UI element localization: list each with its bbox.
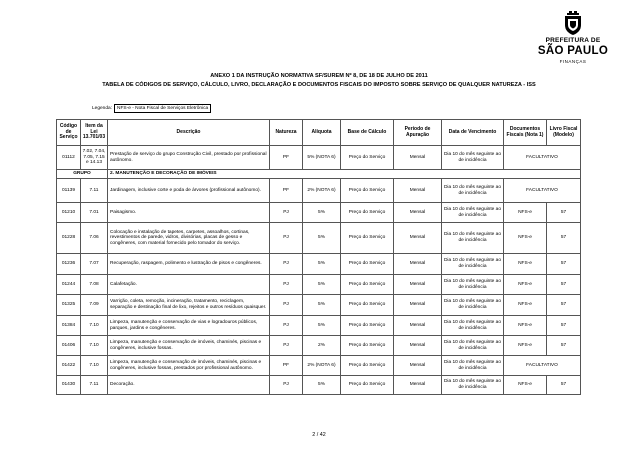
col-header-description: Descrição [108, 120, 270, 146]
cell-nature: PF [270, 146, 303, 170]
cell-base: Preço do Serviço [341, 295, 394, 316]
cell-item: 7.01 [81, 203, 108, 223]
cell-description: Varrição, coleta, remoção, incineração, tratamento, reciclagem, separação e destinação final de lixo, rejeitos e outros resíduos quaisquer. [108, 295, 270, 316]
cell-nature: PJ [270, 275, 303, 295]
cell-rate: 2% [303, 336, 341, 356]
cell-fiscal-book: 57 [547, 336, 581, 356]
table-header-row [57, 120, 581, 146]
col-header-code: Código de Serviço [57, 120, 81, 146]
cell-base: Preço do Serviço [341, 316, 394, 336]
cell-code: 01228 [57, 223, 81, 254]
cell-period: Mensal [394, 146, 442, 170]
cell-code: 01406 [57, 336, 81, 356]
cell-period: Mensal [394, 254, 442, 275]
cell-code: 01236 [57, 254, 81, 275]
table-row [57, 336, 581, 356]
cell-fiscal-book: 57 [547, 295, 581, 316]
cell-base: Preço do Serviço [341, 223, 394, 254]
cell-code: 01244 [57, 275, 81, 295]
cell-base: Preço do Serviço [341, 146, 394, 170]
cell-due-date: Dia 10 do mês seguinte ao de incidência [442, 336, 504, 356]
cell-description: Limpeza, manutenção e conservação de vias e logradouros públicos, parques, jardins e congêneres. [108, 316, 270, 336]
cell-fiscal-docs: NFS-e [504, 223, 547, 254]
cell-rate: 5% [303, 295, 341, 316]
table-row [57, 316, 581, 336]
cell-fiscal-docs-book: FACULTATIVO [504, 146, 581, 170]
cell-period: Mensal [394, 316, 442, 336]
logo-line-prefeitura: PREFEITURA DE [545, 37, 601, 44]
cell-nature: PJ [270, 376, 303, 395]
group-row [57, 170, 581, 179]
table-row [57, 223, 581, 254]
col-header-rate: Alíquota [303, 120, 341, 146]
city-crest-icon [562, 10, 584, 36]
cell-base: Preço do Serviço [341, 203, 394, 223]
cell-base: Preço do Serviço [341, 376, 394, 395]
col-header-due-date: Data de Vencimento [442, 120, 504, 146]
cell-nature: PJ [270, 254, 303, 275]
table-row [57, 275, 581, 295]
table-row [57, 254, 581, 275]
col-header-nature: Natureza [270, 120, 303, 146]
page-number: 2 / 42 [312, 432, 326, 438]
cell-due-date: Dia 10 do mês seguinte ao de incidência [442, 376, 504, 395]
cell-description: Calafetação. [108, 275, 270, 295]
col-header-item: Item da Lei 13.701/03 [81, 120, 108, 146]
table-row [57, 203, 581, 223]
cell-fiscal-docs: NFS-e [504, 336, 547, 356]
col-header-fiscal-docs: Documentos Fiscais (Nota 1) [504, 120, 547, 146]
document-title-line1: ANEXO 1 DA INSTRUÇÃO NORMATIVA SF/SUREM Nº 8, DE 18 DE JULHO DE 2011 [210, 73, 428, 79]
logo-line-financas: FINANÇAS [559, 59, 587, 64]
cell-fiscal-docs-book: FACULTATIVO [504, 179, 581, 203]
table-row [57, 356, 581, 376]
cell-code: 01384 [57, 316, 81, 336]
cell-nature: PJ [270, 336, 303, 356]
cell-period: Mensal [394, 275, 442, 295]
cell-item: 7.02, 7.04, 7.05, 7.15 e 14.13 [81, 146, 108, 170]
cell-description: Colocação e instalação de tapetes, carpetes, assoalhos, cortinas, revestimentos de parede, vidros, divisórias, placas de gesso e congêneres, com material fornecido pelo tomador do serviço. [108, 223, 270, 254]
cell-code: 01112 [57, 146, 81, 170]
cell-code: 01325 [57, 295, 81, 316]
cell-fiscal-book: 57 [547, 275, 581, 295]
cell-base: Preço do Serviço [341, 275, 394, 295]
cell-fiscal-docs-book: FACULTATIVO [504, 356, 581, 376]
cell-rate: 2% (NOTA 6) [303, 356, 341, 376]
cell-rate: 5% [303, 203, 341, 223]
cell-rate: 5% [303, 223, 341, 254]
cell-rate: 5% [303, 316, 341, 336]
cell-description: Paisagismo. [108, 203, 270, 223]
cell-item: 7.10 [81, 336, 108, 356]
cell-due-date: Dia 10 do mês seguinte ao de incidência [442, 316, 504, 336]
table-row [57, 295, 581, 316]
cell-due-date: Dia 10 do mês seguinte ao de incidência [442, 254, 504, 275]
cell-base: Preço do Serviço [341, 336, 394, 356]
cell-nature: PJ [270, 203, 303, 223]
cell-code: 01422 [57, 356, 81, 376]
cell-due-date: Dia 10 do mês seguinte ao de incidência [442, 223, 504, 254]
col-header-period: Período de Apuração [394, 120, 442, 146]
col-header-base: Base de Cálculo [341, 120, 394, 146]
cell-fiscal-book: 57 [547, 203, 581, 223]
cell-fiscal-docs: NFS-e [504, 254, 547, 275]
cell-description: Limpeza, manutenção e conservação de imóveis, chaminés, piscinas e congêneres, inclusive fossas. [108, 336, 270, 356]
cell-fiscal-docs: NFS-e [504, 316, 547, 336]
cell-description: Limpeza, manutenção e conservação de imóveis, chaminés, piscinas e congêneres, inclusive fossas, prestados por profissional autônomo. [108, 356, 270, 376]
cell-due-date: Dia 10 do mês seguinte ao de incidência [442, 356, 504, 376]
cell-fiscal-book: 57 [547, 316, 581, 336]
cell-due-date: Dia 10 do mês seguinte ao de incidência [442, 275, 504, 295]
table-body [57, 179, 581, 395]
cell-fiscal-docs: NFS-e [504, 376, 547, 395]
cell-period: Mensal [394, 179, 442, 203]
service-codes-table [56, 119, 581, 395]
cell-description: Recuperação, raspagem, polimento e lustração de pisos e congêneres. [108, 254, 270, 275]
cell-item: 7.10 [81, 316, 108, 336]
cell-code: 01139 [57, 179, 81, 203]
table-row [57, 376, 581, 395]
cell-base: Preço do Serviço [341, 356, 394, 376]
col-header-fiscal-book: Livro Fiscal (Modelo) [547, 120, 581, 146]
cell-item: 7.08 [81, 275, 108, 295]
legend [92, 104, 211, 113]
cell-base: Preço do Serviço [341, 254, 394, 275]
cell-nature: PJ [270, 316, 303, 336]
prefeitura-logo [528, 10, 618, 68]
cell-rate: 5% (NOTA 6) [303, 146, 341, 170]
table-row [57, 146, 581, 170]
cell-item: 7.11 [81, 376, 108, 395]
cell-period: Mensal [394, 203, 442, 223]
cell-nature: PF [270, 179, 303, 203]
document-title-line2: TABELA DE CÓDIGOS DE SERVIÇO, CÁLCULO, LIVRO, DECLARAÇÃO E DOCUMENTOS FISCAIS DO IMPOSTO SOBRE SERVIÇO DE QUALQUER NATUREZA - ISS [102, 82, 536, 88]
cell-rate: 5% [303, 275, 341, 295]
cell-rate: 5% [303, 376, 341, 395]
table-row [57, 179, 581, 203]
cell-fiscal-book: 57 [547, 223, 581, 254]
cell-due-date: Dia 10 do mês seguinte ao de incidência [442, 203, 504, 223]
cell-period: Mensal [394, 356, 442, 376]
cell-nature: PJ [270, 223, 303, 254]
cell-item: 7.09 [81, 295, 108, 316]
cell-code: 01210 [57, 203, 81, 223]
cell-nature: PJ [270, 295, 303, 316]
cell-description: Prestação de serviço do grupo Construção Civil, prestado por profissional autônomo. [108, 146, 270, 170]
cell-due-date: Dia 10 do mês seguinte ao de incidência [442, 295, 504, 316]
cell-fiscal-docs: NFS-e [504, 295, 547, 316]
cell-period: Mensal [394, 336, 442, 356]
group-title: 2. MANUTENÇÃO E DECORAÇÃO DE IMÓVEIS [108, 170, 581, 179]
cell-item: 7.11 [81, 179, 108, 203]
legend-label: Legenda: [92, 106, 113, 111]
cell-due-date: Dia 10 do mês seguinte ao de incidência [442, 146, 504, 170]
cell-period: Mensal [394, 295, 442, 316]
cell-item: 7.06 [81, 223, 108, 254]
cell-period: Mensal [394, 376, 442, 395]
cell-rate: 5% [303, 254, 341, 275]
cell-fiscal-docs: NFS-e [504, 275, 547, 295]
cell-code: 01430 [57, 376, 81, 395]
cell-base: Preço do Serviço [341, 179, 394, 203]
cell-period: Mensal [394, 223, 442, 254]
cell-fiscal-docs: NFS-e [504, 203, 547, 223]
group-label: GRUPO [57, 170, 108, 179]
cell-item: 7.07 [81, 254, 108, 275]
cell-description: Jardinagem, inclusive corte e poda de árvores (profissional autônomo). [108, 179, 270, 203]
cell-rate: 2% (NOTA 6) [303, 179, 341, 203]
cell-description: Decoração. [108, 376, 270, 395]
cell-due-date: Dia 10 do mês seguinte ao de incidência [442, 179, 504, 203]
cell-nature: PF [270, 356, 303, 376]
legend-value: NFS-e - Nota Fiscal de Serviços Eletrônica [114, 104, 211, 113]
logo-line-city: SÃO PAULO [537, 45, 609, 57]
cell-fiscal-book: 57 [547, 376, 581, 395]
cell-fiscal-book: 57 [547, 254, 581, 275]
cell-item: 7.10 [81, 356, 108, 376]
